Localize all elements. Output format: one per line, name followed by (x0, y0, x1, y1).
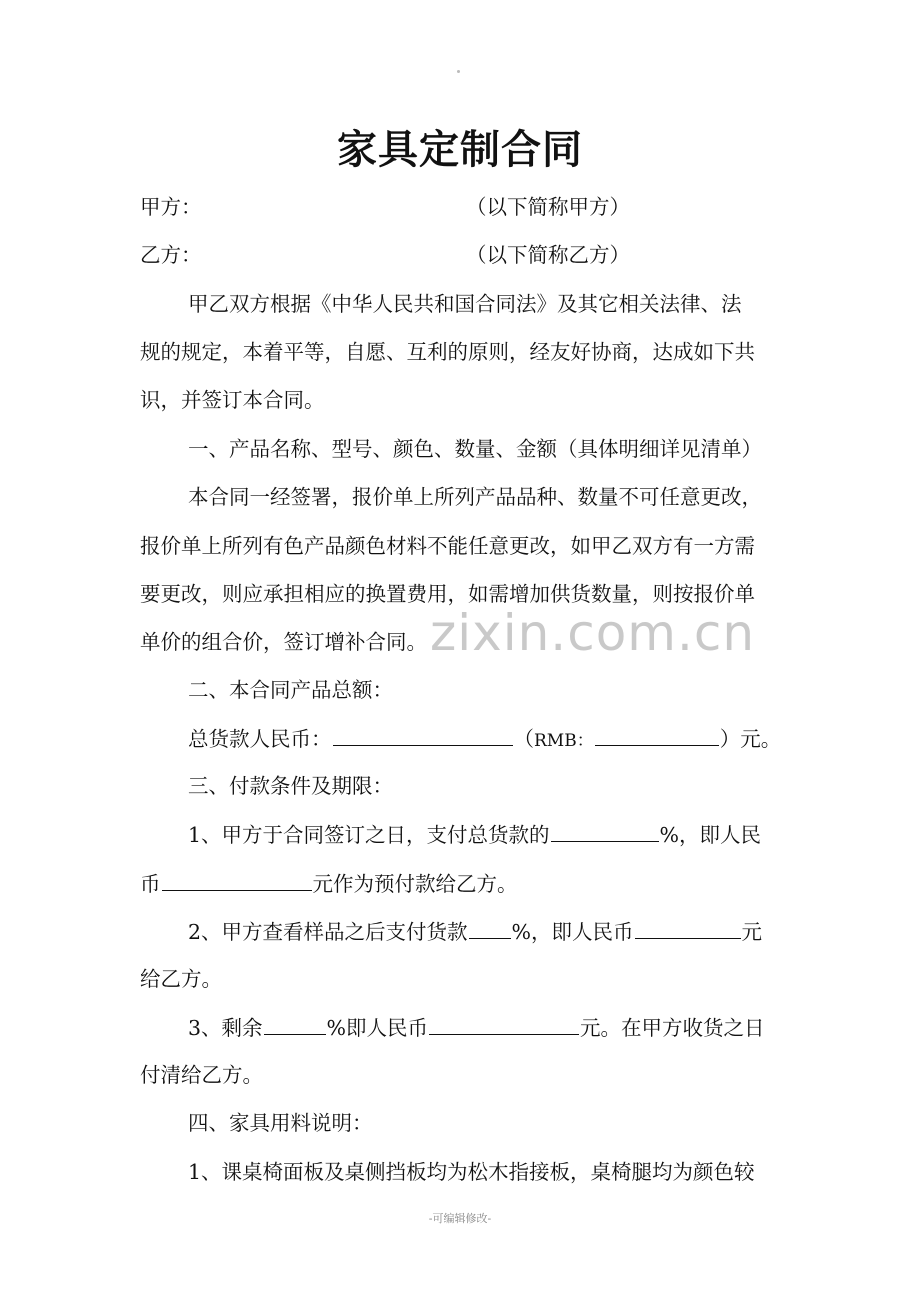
intro-line-3: 识，并签订本合同。 (140, 388, 325, 412)
top-dot (457, 70, 460, 73)
total-prefix: 总货款人民币： (188, 727, 332, 751)
section4-heading: 四、家具用料说明： (188, 1111, 373, 1135)
watermark-text: zixin.com.cn (430, 604, 756, 662)
item1-text-b: 币 (140, 872, 161, 896)
section2-heading: 二、本合同产品总额： (188, 678, 393, 702)
item2-amount-blank[interactable] (635, 916, 741, 939)
party-b-label: 乙方： (140, 243, 202, 267)
section4-item1: 1、课桌椅面板及桌侧挡板均为松木指接板，桌椅腿均为颜色较 (188, 1160, 755, 1184)
section1-body-1: 本合同一经签署，报价单上所列产品品种、数量不可任意更改， (188, 485, 762, 509)
party-b-line (140, 240, 790, 270)
item2-text-a: 2、甲方查看样品之后支付货款 (188, 920, 468, 944)
item3-amount-blank[interactable] (429, 1012, 579, 1035)
intro-line-2: 规的规定，本着平等，自愿、互利的原则，经友好协商，达成如下共 (140, 340, 755, 364)
party-a-line (140, 192, 790, 222)
item2-yuan: 元 (741, 920, 763, 944)
total-suffix: ）元。 (719, 727, 782, 751)
section1-heading: 一、产品名称、型号、颜色、数量、金额（具体明细详见清单） (188, 437, 762, 461)
item1-text-a: 1、甲方于合同签订之日，支付总货款的 (188, 823, 550, 847)
total-amount-blank[interactable] (333, 723, 513, 746)
intro-line-1: 甲乙双方根据《中华人民共和国合同法》及其它相关法律、法 (188, 292, 742, 316)
section3-item2-line2: 给乙方。 (140, 967, 222, 991)
section2-total-line (188, 723, 790, 756)
party-a-note: （以下简称甲方） (466, 195, 630, 219)
section3-item1-line2 (140, 868, 790, 899)
item3-text-a: 3、剩余 (188, 1016, 263, 1040)
item3-percent-blank[interactable] (264, 1012, 326, 1035)
section1-body-4: 单价的组合价，签订增补合同。 (140, 630, 427, 654)
page-title: 家具定制合同 (337, 127, 583, 173)
item1-percent-blank[interactable] (551, 819, 659, 842)
item1-text-c: 元作为预付款给乙方。 (312, 872, 518, 896)
section3-item1-line1 (188, 819, 790, 850)
item1-amount-blank[interactable] (162, 868, 312, 891)
item3-percent-text: %即人民币 (326, 1016, 429, 1040)
item1-percent-text: %，即人民 (659, 823, 762, 847)
rmb-label: RMB： (534, 731, 594, 751)
rmb-amount-blank[interactable] (595, 723, 719, 746)
page-footer: -可编辑修改- (428, 1212, 492, 1225)
section3-item3-line2: 付清给乙方。 (140, 1063, 263, 1087)
party-b-note: （以下简称乙方） (466, 243, 630, 267)
rmb-open: （ (513, 727, 534, 751)
party-a-label: 甲方： (140, 195, 202, 219)
section3-item3-line1 (188, 1012, 790, 1043)
item2-percent-text: %，即人民币 (511, 920, 634, 944)
section1-body-2: 报价单上所列有色产品颜色材料不能任意更改，如甲乙双方有一方需 (140, 534, 755, 558)
section1-body-3: 要更改，则应承担相应的换置费用，如需增加供货数量，则按报价单 (140, 582, 755, 606)
item2-percent-blank[interactable] (469, 916, 511, 939)
section3-item2-line1 (188, 916, 790, 947)
item3-text-c: 元。在甲方收货之日 (580, 1016, 765, 1040)
section3-heading: 三、付款条件及期限： (188, 774, 393, 798)
